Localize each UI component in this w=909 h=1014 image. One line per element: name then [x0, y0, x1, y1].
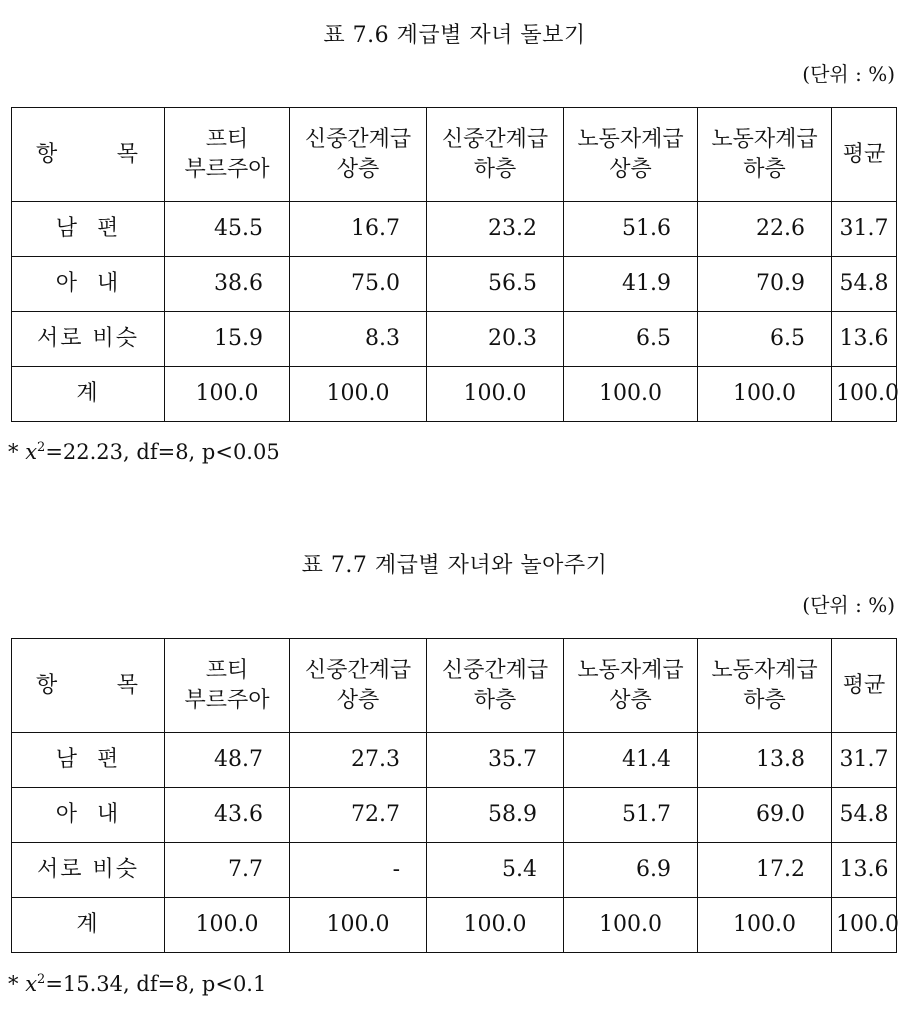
note-asterisk: *	[8, 440, 26, 464]
table-cell: 100.0	[698, 898, 832, 953]
column-header-line2: 상층	[609, 156, 652, 182]
table-cell: 100.0	[832, 898, 897, 953]
table-cell: 41.4	[564, 733, 698, 788]
table-cell: 56.5	[427, 257, 564, 312]
column-header-line1: 프티	[205, 657, 249, 683]
table-row	[12, 312, 897, 367]
note-variable: x	[25, 972, 38, 996]
column-header-line2: 하층	[743, 156, 786, 182]
table-cell: 13.8	[698, 733, 832, 788]
column-header-line1: 신중간계급	[304, 126, 412, 152]
row-label: 서로 비슷	[12, 312, 165, 367]
row-label: 남 편	[12, 202, 165, 257]
table-row	[12, 202, 897, 257]
table-cell: 31.7	[832, 202, 897, 257]
row-label: 서로 비슷	[12, 843, 165, 898]
table-cell: 13.6	[832, 843, 897, 898]
table-cell: 70.9	[698, 257, 832, 312]
table-cell: 51.6	[564, 202, 698, 257]
column-header	[698, 108, 832, 202]
table-cell: 51.7	[564, 788, 698, 843]
column-header-line1: 평균	[842, 672, 886, 698]
table-cell: 8.3	[290, 312, 427, 367]
unit-label: (단위 : %)	[802, 62, 895, 86]
table-cell: 54.8	[832, 257, 897, 312]
table-cell: 100.0	[427, 367, 564, 422]
data-table	[11, 107, 897, 422]
table-cell: 23.2	[427, 202, 564, 257]
table-cell: 38.6	[165, 257, 290, 312]
column-header-line1: 노동자계급	[577, 657, 684, 683]
column-header	[427, 108, 564, 202]
column-header-line2: 상층	[336, 687, 380, 713]
column-header-line1: 신중간계급	[304, 657, 412, 683]
column-header-line2: 부르주아	[184, 687, 270, 713]
column-header-line1: 노동자계급	[711, 126, 818, 152]
item-header-b: 목	[116, 672, 140, 698]
table-cell: 100.0	[564, 367, 698, 422]
column-header-line2: 상층	[336, 156, 380, 182]
table-cell: 45.5	[165, 202, 290, 257]
column-header-line2: 하층	[473, 687, 517, 713]
table-cell: 54.8	[832, 788, 897, 843]
header-row	[12, 639, 897, 733]
note-variable: x	[25, 440, 38, 464]
column-header-line1: 노동자계급	[711, 657, 818, 683]
column-header	[165, 639, 290, 733]
column-header	[427, 639, 564, 733]
table-row	[12, 788, 897, 843]
unit-label: (단위 : %)	[802, 593, 895, 617]
table-row	[12, 733, 897, 788]
column-header-line2: 상층	[609, 687, 652, 713]
table-cell: 69.0	[698, 788, 832, 843]
table-cell: 100.0	[427, 898, 564, 953]
table-row	[12, 898, 897, 953]
row-label: 남 편	[12, 733, 165, 788]
table-cell: 48.7	[165, 733, 290, 788]
table-cell: 16.7	[290, 202, 427, 257]
column-header	[698, 639, 832, 733]
table-cell: 27.3	[290, 733, 427, 788]
table-cell: 5.4	[427, 843, 564, 898]
table-title: 표 7.6 계급별 자녀 돌보기	[323, 23, 586, 48]
row-label: 계	[12, 367, 165, 422]
table-title: 표 7.7 계급별 자녀와 놀아주기	[301, 553, 608, 578]
column-header-line1: 노동자계급	[577, 126, 684, 152]
table-cell: 43.6	[165, 788, 290, 843]
column-header	[290, 639, 427, 733]
note-asterisk: *	[8, 972, 26, 996]
column-header	[290, 108, 427, 202]
item-header-a: 항	[36, 672, 60, 698]
table-cell: 6.5	[698, 312, 832, 367]
column-header-line1: 신중간계급	[441, 657, 549, 683]
table-cell: 75.0	[290, 257, 427, 312]
table-cell: 13.6	[832, 312, 897, 367]
chi-square-note	[8, 972, 266, 996]
note-superscript: 2	[37, 440, 46, 455]
table-cell: 7.7	[165, 843, 290, 898]
row-label: 아 내	[12, 257, 165, 312]
data-table	[11, 638, 897, 953]
table-cell: 100.0	[290, 898, 427, 953]
table-cell: 41.9	[564, 257, 698, 312]
column-header	[165, 108, 290, 202]
header-row	[12, 108, 897, 202]
column-header-line1: 프티	[205, 126, 249, 152]
table-cell: 100.0	[165, 367, 290, 422]
column-header	[832, 639, 897, 733]
chi-square-note	[8, 440, 280, 464]
row-label: 계	[12, 898, 165, 953]
item-header	[12, 639, 165, 733]
item-header-a: 항	[36, 141, 60, 167]
table-cell: 6.5	[564, 312, 698, 367]
table-cell: -	[290, 843, 427, 898]
table-cell: 100.0	[698, 367, 832, 422]
row-label: 아 내	[12, 788, 165, 843]
table-cell: 31.7	[832, 733, 897, 788]
note-statistics: =22.23, df=8, p<0.05	[45, 440, 280, 464]
note-statistics: =15.34, df=8, p<0.1	[45, 972, 267, 996]
column-header-line2: 하층	[743, 687, 786, 713]
table-row	[12, 843, 897, 898]
table-cell: 15.9	[165, 312, 290, 367]
table-cell: 100.0	[564, 898, 698, 953]
column-header-line1: 신중간계급	[441, 126, 549, 152]
table-cell: 35.7	[427, 733, 564, 788]
column-header-line2: 부르주아	[184, 156, 270, 182]
note-superscript: 2	[37, 972, 46, 987]
table-cell: 100.0	[290, 367, 427, 422]
table-cell: 17.2	[698, 843, 832, 898]
column-header	[564, 639, 698, 733]
table-cell: 100.0	[832, 367, 897, 422]
table-cell: 20.3	[427, 312, 564, 367]
table-row	[12, 257, 897, 312]
column-header-line2: 하층	[473, 156, 517, 182]
item-header-b: 목	[116, 141, 140, 167]
column-header	[564, 108, 698, 202]
item-header	[12, 108, 165, 202]
table-cell: 58.9	[427, 788, 564, 843]
table-cell: 22.6	[698, 202, 832, 257]
table-cell: 6.9	[564, 843, 698, 898]
table-row	[12, 367, 897, 422]
column-header	[832, 108, 897, 202]
table-cell: 100.0	[165, 898, 290, 953]
table-cell: 72.7	[290, 788, 427, 843]
column-header-line1: 평균	[842, 141, 886, 167]
